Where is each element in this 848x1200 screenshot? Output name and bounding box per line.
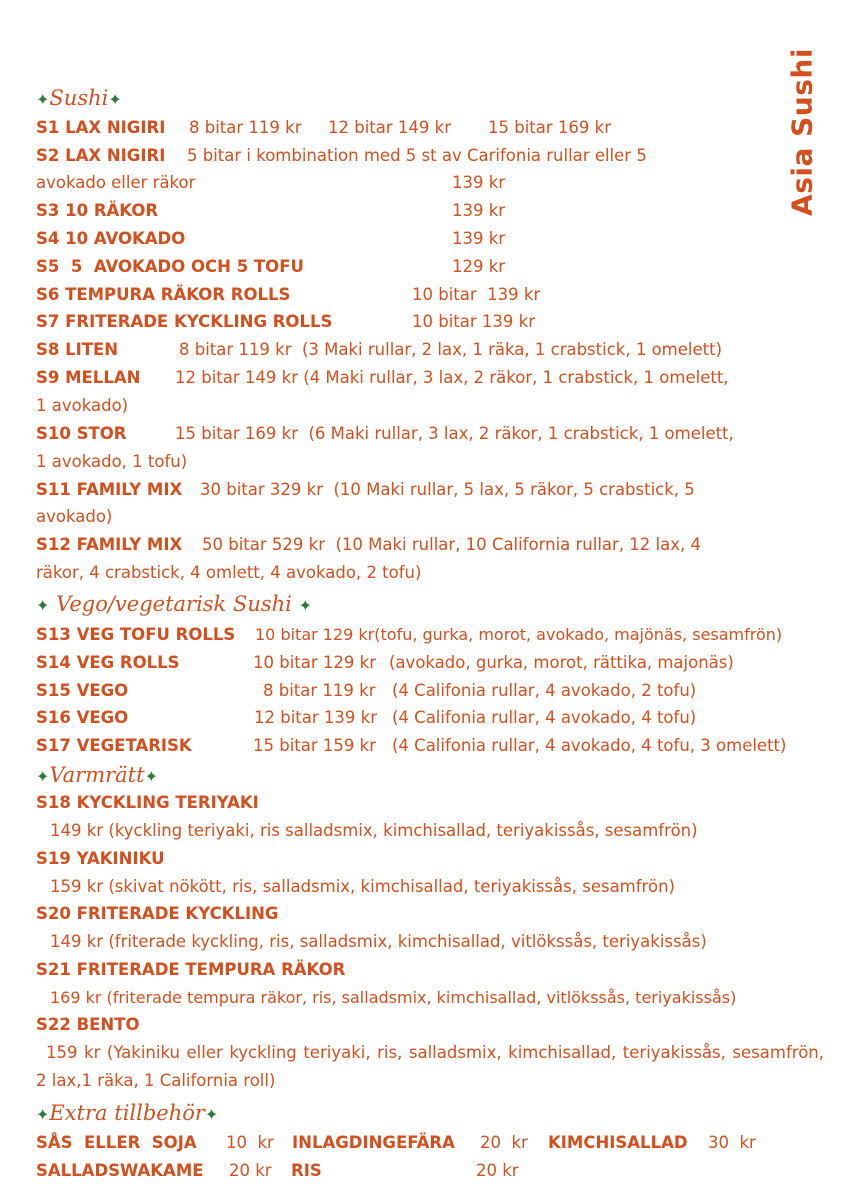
- item-price: 8 bitar 119 kr: [263, 681, 376, 700]
- star-icon: ✦: [108, 90, 122, 109]
- extra-price: 30 kr: [708, 1133, 756, 1152]
- item-price: 139 kr: [452, 201, 506, 220]
- item-price: 139 kr: [452, 229, 506, 248]
- item-code: S1 LAX NIGIRI: [36, 118, 166, 137]
- item-code: S9 MELLAN: [36, 368, 141, 387]
- section-vego-heading: [36, 591, 312, 619]
- brand-title: Asia Sushi: [785, 48, 819, 216]
- extra-price: 20 kr: [480, 1133, 528, 1152]
- star-icon: ✦: [144, 767, 158, 786]
- item-code: S4 10 AVOKADO: [36, 229, 186, 248]
- item-description: 169 kr (friterade tempura räkor, ris, salladsmix, kimchisallad, vitlökssås, teriyakissås): [50, 988, 737, 1007]
- item-code: S10 STOR: [36, 424, 127, 443]
- extra-name: SALLADSWAKAME: [36, 1161, 204, 1180]
- item-price: 139 kr: [452, 173, 506, 192]
- item-code: S5 5 AVOKADO OCH 5 TOFU: [36, 257, 304, 276]
- item-description: 50 bitar 529 kr (10 Maki rullar, 10 California rullar, 12 lax, 4: [202, 535, 701, 554]
- item-description: (avokado, gurka, morot, rättika, majonäs): [389, 653, 734, 672]
- section-varm-label: Varmrätt: [49, 763, 145, 787]
- extra-price: 20 kr: [476, 1161, 519, 1180]
- item-code: S13 VEG TOFU ROLLS: [36, 625, 236, 644]
- item-description: 149 kr (kyckling teriyaki, ris salladsmix, kimchisallad, teriyakissås, sesamfrön): [50, 821, 698, 840]
- item-price: 15 bitar 159 kr: [253, 736, 376, 755]
- section-extra-heading: [36, 1100, 218, 1128]
- section-vego-label: Vego/vegetarisk Sushi: [49, 592, 299, 616]
- item-description: 10 bitar 129 kr(tofu, gurka, morot, avokado, majönäs, sesamfrön): [255, 625, 783, 644]
- item-description: avokado eller räkor: [36, 173, 196, 192]
- star-icon: ✦: [36, 596, 50, 615]
- item-code: S12 FAMILY MIX: [36, 535, 183, 554]
- star-icon: ✦: [36, 767, 50, 786]
- item-description: avokado): [36, 507, 113, 526]
- item-price: 12 bitar 139 kr: [254, 708, 377, 727]
- item-description: 30 bitar 329 kr (10 Maki rullar, 5 lax, 5 räkor, 5 crabstick, 5: [200, 480, 695, 499]
- star-icon: ✦: [204, 1105, 219, 1124]
- item-description: 159 kr (skivat nökött, ris, salladsmix, kimchisallad, teriyakissås, sesamfrön): [50, 877, 675, 896]
- item-description: 1 avokado): [36, 396, 129, 415]
- item-code: S15 VEGO: [36, 681, 129, 700]
- extra-name: RIS: [291, 1161, 322, 1180]
- item-code: S3 10 RÄKOR: [36, 201, 159, 220]
- extra-name: SÅS ELLER SOJA: [36, 1133, 197, 1152]
- item-code: S20 FRITERADE KYCKLING: [36, 904, 279, 923]
- extra-name: KIMCHISALLAD: [548, 1133, 688, 1152]
- item-price: 8 bitar 119 kr: [189, 118, 302, 137]
- section-varm-heading: [36, 762, 158, 790]
- item-description: (4 Califonia rullar, 4 avokado, 4 tofu): [392, 708, 697, 727]
- item-code: S22 BENTO: [36, 1015, 140, 1034]
- item-code: S19 YAKINIKU: [36, 849, 165, 868]
- item-description: 12 bitar 149 kr (4 Maki rullar, 3 lax, 2 räkor, 1 crabstick, 1 omelett,: [175, 368, 729, 387]
- section-sushi-label: Sushi: [49, 86, 109, 110]
- item-description: 149 kr (friterade kyckling, ris, salladsmix, kimchisallad, vitlökssås, teriyakissås): [50, 932, 707, 951]
- section-sushi-heading: [36, 85, 122, 113]
- item-code: S18 KYCKLING TERIYAKI: [36, 793, 259, 812]
- star-icon: ✦: [36, 1105, 50, 1124]
- item-price: 10 bitar 139 kr: [412, 285, 541, 304]
- item-code: S16 VEGO: [36, 708, 129, 727]
- item-description: räkor, 4 crabstick, 4 omlett, 4 avokado, 2 tofu): [36, 563, 422, 582]
- item-price: 129 kr: [452, 257, 506, 276]
- extra-name: INLAGDINGEFÄRA: [292, 1133, 455, 1152]
- item-description: 5 bitar i kombination med 5 st av Carifonia rullar eller 5: [187, 146, 647, 165]
- item-price: 12 bitar 149 kr: [328, 118, 451, 137]
- item-price: 10 bitar 139 kr: [412, 312, 535, 331]
- section-extra-label: Extra tillbehör: [49, 1101, 205, 1125]
- item-description: 15 bitar 169 kr (6 Maki rullar, 3 lax, 2 räkor, 1 crabstick, 1 omelett,: [175, 424, 734, 443]
- item-code: S2 LAX NIGIRI: [36, 146, 166, 165]
- item-description: 1 avokado, 1 tofu): [36, 452, 188, 471]
- item-code: S6 TEMPURA RÄKOR ROLLS: [36, 285, 291, 304]
- star-icon: ✦: [298, 596, 312, 615]
- item-price: 10 bitar 129 kr: [253, 653, 376, 672]
- item-description: (4 Califonia rullar, 4 avokado, 4 tofu, 3 omelett): [392, 736, 787, 755]
- item-code: S14 VEG ROLLS: [36, 653, 180, 672]
- menu-item-s22-desc: 159 kr (Yakiniku eller kyckling teriyaki, ris, salladsmix, kimchisallad, teriyakissås, sesamfrön, 2 lax,1 räka, 1 California roll): [36, 1043, 824, 1090]
- item-code: S21 FRITERADE TEMPURA RÄKOR: [36, 960, 346, 979]
- item-description: 8 bitar 119 kr (3 Maki rullar, 2 lax, 1 räka, 1 crabstick, 1 omelett): [179, 340, 723, 359]
- item-code: S11 FAMILY MIX: [36, 480, 183, 499]
- item-price: 15 bitar 169 kr: [488, 118, 611, 137]
- item-code: S8 LITEN: [36, 340, 119, 359]
- item-code: S7 FRITERADE KYCKLING ROLLS: [36, 312, 333, 331]
- item-description: (4 Califonia rullar, 4 avokado, 2 tofu): [392, 681, 697, 700]
- item-code: S17 VEGETARISK: [36, 736, 192, 755]
- extra-price: 20 kr: [229, 1161, 272, 1180]
- extra-price: 10 kr: [226, 1133, 274, 1152]
- star-icon: ✦: [36, 90, 50, 109]
